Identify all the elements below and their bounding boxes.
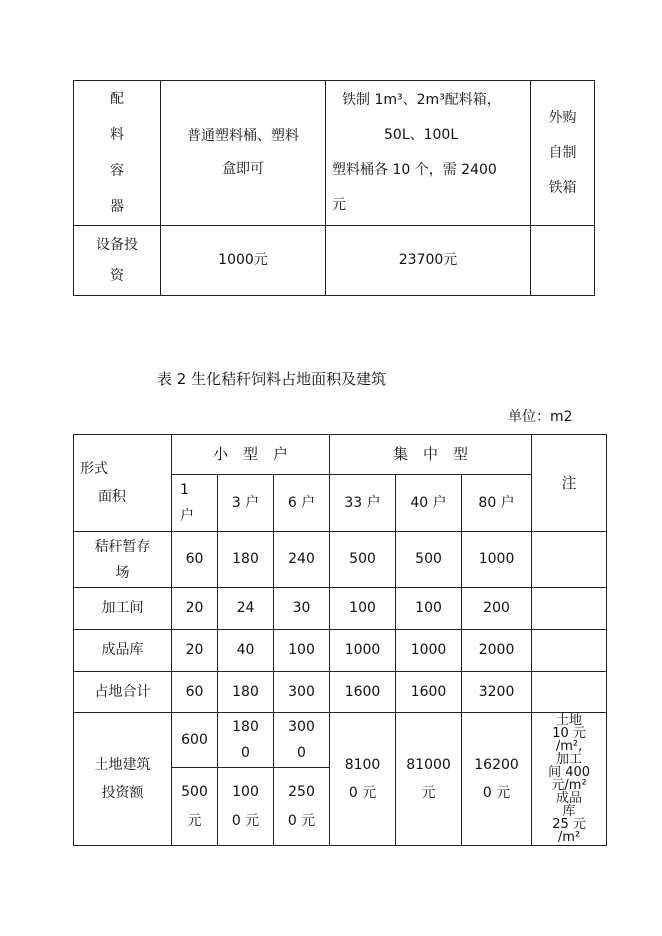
group-central-header: 集 中 型 <box>330 435 532 475</box>
sub-header-line: 户 <box>180 508 194 524</box>
sub-header: 3 户 <box>218 475 274 532</box>
corner-header <box>74 435 172 532</box>
note-line: /m², <box>555 739 583 754</box>
source-cell <box>531 81 595 226</box>
table-cell: 20 <box>172 630 218 672</box>
central-invest-cell <box>462 713 532 846</box>
cell-line: 8100 <box>344 757 381 773</box>
note-header: 注 <box>532 435 607 532</box>
investment-small: 1000元 <box>161 226 326 296</box>
cell-line: 普通塑料桶、塑料 <box>187 128 299 144</box>
row-label-container <box>74 226 161 296</box>
small-scale-container-cell <box>161 81 326 226</box>
cell-line: 0 <box>297 745 306 761</box>
row-label: 加工间 <box>74 588 172 630</box>
table-cell: 30 <box>274 588 330 630</box>
cell-line: 50L、100L <box>384 127 459 143</box>
note-cell <box>532 672 607 713</box>
label-char: 容 <box>110 163 124 179</box>
table-cell: 100 <box>330 588 396 630</box>
table-cell: 200 <box>462 588 532 630</box>
cell-line: 0 元 <box>287 812 316 829</box>
central-invest-cell <box>330 713 396 846</box>
table-cell: 180 <box>218 532 274 588</box>
cell-line: 250 <box>288 783 315 800</box>
cell-line: 自制 <box>548 144 577 161</box>
corner-top: 形式 <box>80 461 108 477</box>
cell-line: 外购 <box>548 109 577 126</box>
price-note <box>532 713 607 846</box>
table-cell: 40 <box>218 630 274 672</box>
land-cell <box>172 713 218 768</box>
note-cell <box>532 588 607 630</box>
row-label: 成品库 <box>74 630 172 672</box>
note-line: 元/m² <box>551 778 587 793</box>
cell-line: 元 <box>187 812 202 829</box>
note-line: 10 元 <box>552 726 586 741</box>
central-container-cell <box>326 81 531 226</box>
note-line: 库 <box>562 804 576 819</box>
cell-line: 81000 <box>406 757 451 773</box>
row-label-line: 场 <box>115 564 130 581</box>
unit-label: 单位：m2 <box>508 409 573 425</box>
central-invest-cell <box>396 713 462 846</box>
note-line: 加工 <box>556 752 583 767</box>
note-line: 成品 <box>556 791 583 806</box>
note-line: /m² <box>557 830 581 845</box>
note-line: 25 元 <box>552 817 586 832</box>
cell-line: 180 <box>232 719 259 735</box>
sub-header <box>172 475 218 532</box>
cell-line: 0 元 <box>231 812 260 829</box>
group-small-header: 小 型 户 <box>172 435 330 475</box>
cell-line: 塑料桶各 10 个，需 2400 <box>332 162 497 178</box>
label-line: 资 <box>110 267 124 284</box>
investment-central: 23700元 <box>326 226 531 296</box>
row-label <box>74 532 172 588</box>
table-cell: 1000 <box>330 630 396 672</box>
note-line: 土地 <box>556 713 583 728</box>
cell-line: 500 <box>181 783 208 800</box>
table-cell: 60 <box>172 532 218 588</box>
investment-empty <box>531 226 595 296</box>
note-cell <box>532 630 607 672</box>
row-label-line: 秸秆暂存 <box>94 538 151 555</box>
row-label <box>74 713 172 846</box>
table-cell: 1600 <box>396 672 462 713</box>
cell-line: 0 <box>241 745 250 761</box>
table-cell: 100 <box>274 630 330 672</box>
land-cell <box>274 713 330 768</box>
cell-line: 100 <box>232 783 259 800</box>
sub-header: 6 户 <box>274 475 330 532</box>
table-cell: 100 <box>396 588 462 630</box>
cell-line: 元 <box>332 197 346 213</box>
note-cell <box>532 532 607 588</box>
cell-line: 盒即可 <box>222 161 264 177</box>
table-cell: 60 <box>172 672 218 713</box>
table-caption: 表 2 生化秸秆饲料占地面积及建筑 <box>157 370 387 388</box>
cell-line: 0 元 <box>348 785 377 801</box>
table-cell: 20 <box>172 588 218 630</box>
cell-line: 0 元 <box>482 785 511 801</box>
table-cell: 1000 <box>396 630 462 672</box>
building-cell <box>218 768 274 846</box>
table-cell: 240 <box>274 532 330 588</box>
cell-line: 600 <box>181 732 208 748</box>
label-char: 配 <box>110 91 124 107</box>
cell-line: 300 <box>288 719 315 735</box>
cell-line: 16200 <box>474 757 519 773</box>
table-cell: 1000 <box>462 532 532 588</box>
row-label-container <box>74 81 161 226</box>
label-char: 器 <box>110 199 124 215</box>
cell-line: 元 <box>421 785 436 801</box>
table-cell: 300 <box>274 672 330 713</box>
sub-header-line: 1 <box>180 482 189 498</box>
sub-header: 33 户 <box>330 475 396 532</box>
label-char: 料 <box>110 127 124 143</box>
equipment-table <box>73 80 595 296</box>
row-label: 占地合计 <box>74 672 172 713</box>
cell-line: 铁箱 <box>548 179 577 196</box>
sub-header: 80 户 <box>462 475 532 532</box>
row-label-line: 投资额 <box>101 785 144 801</box>
land-cell <box>218 713 274 768</box>
row-label-line: 土地建筑 <box>94 757 151 773</box>
building-cell <box>172 768 218 846</box>
area-table <box>73 434 607 846</box>
label-line: 设备投 <box>96 236 138 253</box>
table-cell: 2000 <box>462 630 532 672</box>
building-cell <box>274 768 330 846</box>
sub-header: 40 户 <box>396 475 462 532</box>
note-line: 间 400 <box>548 765 591 780</box>
table-cell: 1600 <box>330 672 396 713</box>
table-cell: 500 <box>330 532 396 588</box>
table-cell: 500 <box>396 532 462 588</box>
corner-bottom: 面积 <box>98 489 126 505</box>
cell-line: 铁制 1m³、2m³配料箱， <box>342 92 501 108</box>
table-cell: 180 <box>218 672 274 713</box>
table-cell: 3200 <box>462 672 532 713</box>
table-cell: 24 <box>218 588 274 630</box>
